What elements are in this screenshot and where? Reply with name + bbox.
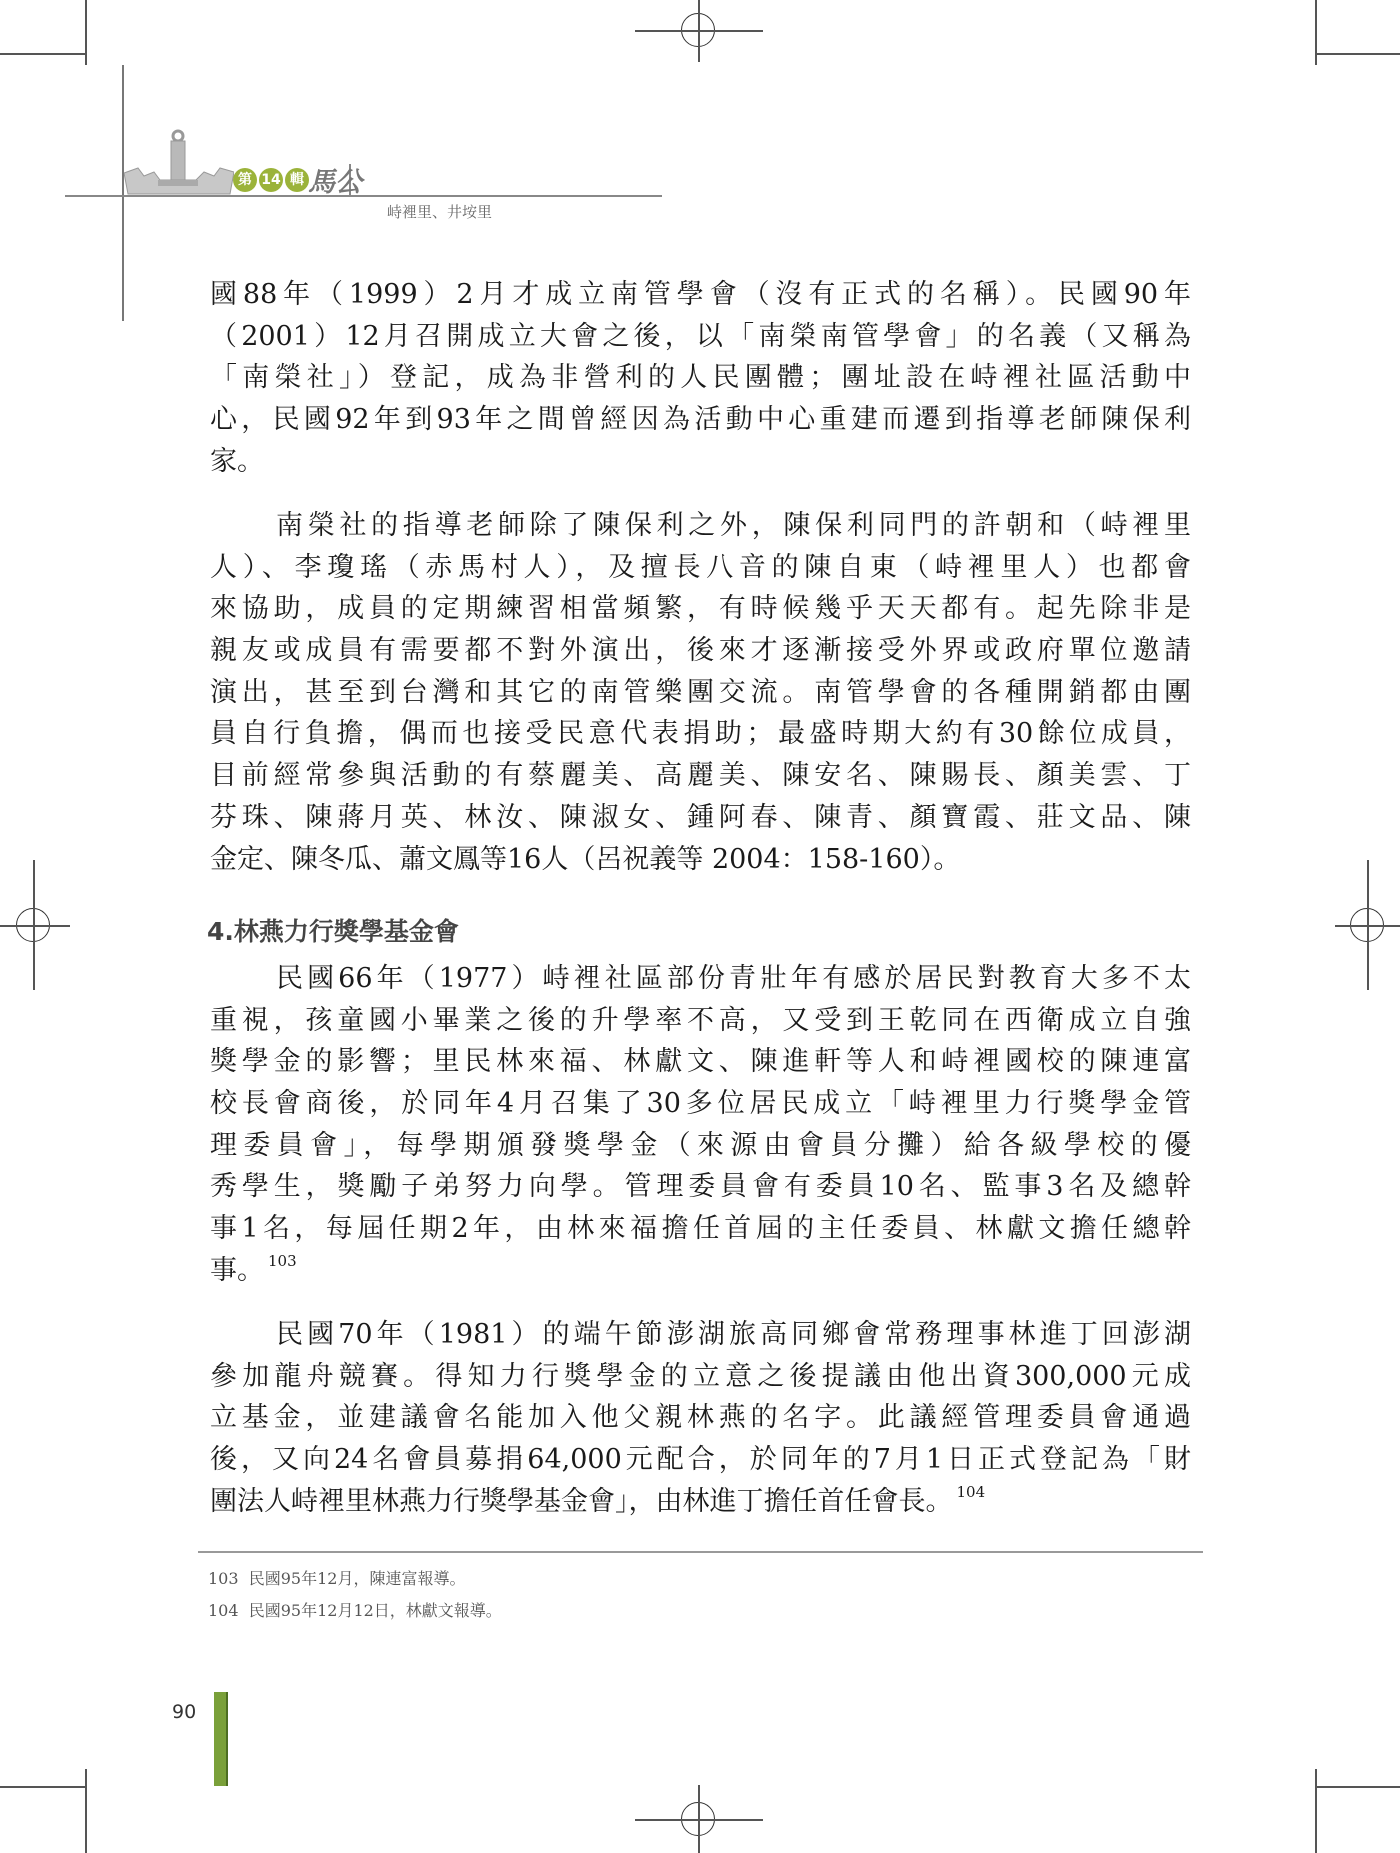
header-subtitle: 峙裡里、井垵里 — [387, 203, 493, 221]
footnote-reference[interactable]: 103 — [268, 1251, 297, 1270]
series-badge — [233, 168, 311, 192]
registration-crosshair — [1335, 925, 1400, 927]
text-line — [210, 713, 1191, 755]
text-line-content: 演出，甚至到台灣和其它的南管樂團交流。南管學會的各種開銷都由團 — [210, 676, 1191, 708]
text-line-content: 目前經常參與活動的有蔡麗美、高麗美、陳安名、陳賜長、顏美雲、丁 — [210, 760, 1191, 792]
text-line-content: 校長會商後，於同年4月召集了30多位居民成立「峙裡里力行獎學金管 — [210, 1088, 1191, 1120]
crop-mark — [0, 53, 85, 55]
text-line-content: 事。 — [210, 1254, 264, 1286]
paragraph — [210, 505, 1191, 880]
text-line-content: 親友或成員有需要都不對外演出，後來才逐漸接受外界或政府單位邀請 — [210, 635, 1191, 667]
text-line — [210, 399, 1191, 441]
crop-mark — [1315, 0, 1317, 65]
registration-crosshair — [635, 30, 763, 32]
text-line — [210, 1125, 1191, 1167]
registration-crosshair — [0, 925, 70, 927]
series-badge-prefix: 第 — [233, 168, 257, 192]
footnote-text: 民國95年12月，陳連富報導。 — [248, 1569, 466, 1588]
text-line — [210, 1439, 1191, 1481]
paragraph — [210, 958, 1191, 1292]
text-line — [210, 672, 1191, 714]
text-line-content: 員自行負擔，偶而也接受民意代表捐助；最盛時期大約有30餘位成員， — [210, 718, 1191, 750]
crop-mark — [1315, 1769, 1317, 1853]
series-title: 馬公 — [308, 167, 362, 198]
text-line — [210, 505, 1191, 547]
text-line-content: 獎學金的影響；里民林來福、林獻文、陳進軒等人和峙裡國校的陳連富 — [210, 1046, 1191, 1078]
text-line-content: 心，民國92年到93年之間曾經因為活動中心重建而遷到指導老師陳保利 — [210, 404, 1191, 436]
text-line-content: 來協助，成員的定期練習相當頻繁，有時候幾乎天天都有。起先除非是 — [210, 593, 1191, 625]
crop-mark — [0, 1786, 85, 1788]
crop-mark — [85, 1769, 87, 1853]
text-line-content: 民國70年（1981）的端午節澎湖旅高同鄉會常務理事林進丁回澎湖 — [276, 1319, 1191, 1350]
text-line-content: 重視，孩童國小畢業之後的升學率不高，又受到王乾同在西衛成立自強 — [210, 1004, 1191, 1036]
footnote — [208, 1598, 502, 1621]
text-line-content: 家。 — [210, 445, 264, 477]
registration-crosshair — [635, 1819, 763, 1821]
footnote-number: 103 — [208, 1569, 239, 1588]
text-line — [210, 588, 1191, 630]
text-line-content: 理委員會」，每學期頒發獎學金（來源由會員分攤）給各級學校的優 — [210, 1129, 1191, 1161]
text-line-content: 南榮社的指導老師除了陳保利之外，陳保利同門的許朝和（峙裡里 — [276, 510, 1191, 541]
series-badge-suffix: 輯 — [285, 168, 309, 192]
text-line-content: 事1名，每屆任期2年，由林來福擔任首屆的主任委員、林獻文擔任總幹 — [210, 1213, 1191, 1245]
text-line — [210, 630, 1191, 672]
text-line-content: 芬珠、陳蔣月英、林汝、陳淑女、鍾阿春、陳青、顏寶霞、莊文品、陳 — [210, 801, 1191, 833]
text-line-content: （2001）12月召開成立大會之後，以「南榮南管學會」的名義（又稱為 — [210, 320, 1191, 352]
text-line-content: 立基金，並建議會名能加入他父親林燕的名字。此議經管理委員會通過 — [210, 1402, 1191, 1434]
anchor-logo-icon — [124, 128, 234, 196]
text-line — [210, 441, 1191, 483]
text-line — [210, 357, 1191, 399]
text-line-content: 團法人峙裡里林燕力行獎學基金會」，由林進丁擔任首任會長。 — [210, 1485, 953, 1517]
text-line — [210, 1041, 1191, 1083]
page-accent-bar — [214, 1692, 228, 1786]
text-line-content: 國88年（1999）2月才成立南管學會（沒有正式的名稱）。民國90年 — [210, 279, 1191, 310]
footnote-number: 104 — [208, 1601, 239, 1620]
text-line — [210, 1000, 1191, 1042]
text-line — [210, 1208, 1191, 1250]
crop-mark — [1315, 1786, 1400, 1788]
crop-mark — [1315, 53, 1400, 55]
text-line-content: 秀學生，獎勵子弟努力向學。管理委員會有委員10名、監事3名及總幹 — [210, 1171, 1191, 1203]
footnote-reference[interactable]: 104 — [956, 1482, 986, 1501]
text-line-content: 金定、陳冬瓜、蕭文鳳等16人（呂祝義等 2004：158-160）。 — [210, 843, 961, 875]
text-line — [210, 797, 1191, 839]
paragraph — [210, 274, 1191, 482]
series-badge-number: 14 — [259, 168, 283, 192]
section-heading: 4.林燕力行獎學基金會 — [207, 917, 459, 946]
text-line — [210, 1397, 1191, 1439]
footnote — [208, 1566, 465, 1589]
text-line — [210, 1083, 1191, 1125]
crop-mark — [85, 0, 87, 65]
text-line-content: 「南榮社」）登記，成為非營利的人民團體；團址設在峙裡社區活動中 — [210, 362, 1191, 394]
text-line — [210, 1166, 1191, 1208]
text-line — [210, 755, 1191, 797]
text-line — [210, 839, 1191, 881]
text-line — [210, 1356, 1191, 1398]
paragraph — [210, 1314, 1191, 1522]
text-line-content: 參加龍舟競賽。得知力行獎學金的立意之後提議由他出資300,000元成 — [210, 1360, 1191, 1392]
text-line — [210, 1250, 1191, 1292]
text-line — [210, 547, 1191, 589]
footnote-text: 民國95年12月12日，林獻文報導。 — [248, 1601, 502, 1620]
text-line — [210, 958, 1191, 1000]
text-line-content: 民國66年（1977）峙裡社區部份青壯年有感於居民對教育大多不太 — [276, 963, 1191, 994]
text-line — [210, 1314, 1191, 1356]
text-line — [210, 316, 1191, 358]
footnote-divider — [198, 1551, 1203, 1553]
text-line-content: 後，又向24名會員募捐64,000元配合，於同年的7月1日正式登記為「財 — [210, 1444, 1191, 1476]
text-line-content: 人）、李瓊瑤（赤馬村人），及擅長八音的陳自東（峙裡里人）也都會 — [210, 551, 1191, 583]
page-number: 90 — [172, 1701, 197, 1723]
text-line — [210, 1481, 1191, 1523]
text-line — [210, 274, 1191, 316]
